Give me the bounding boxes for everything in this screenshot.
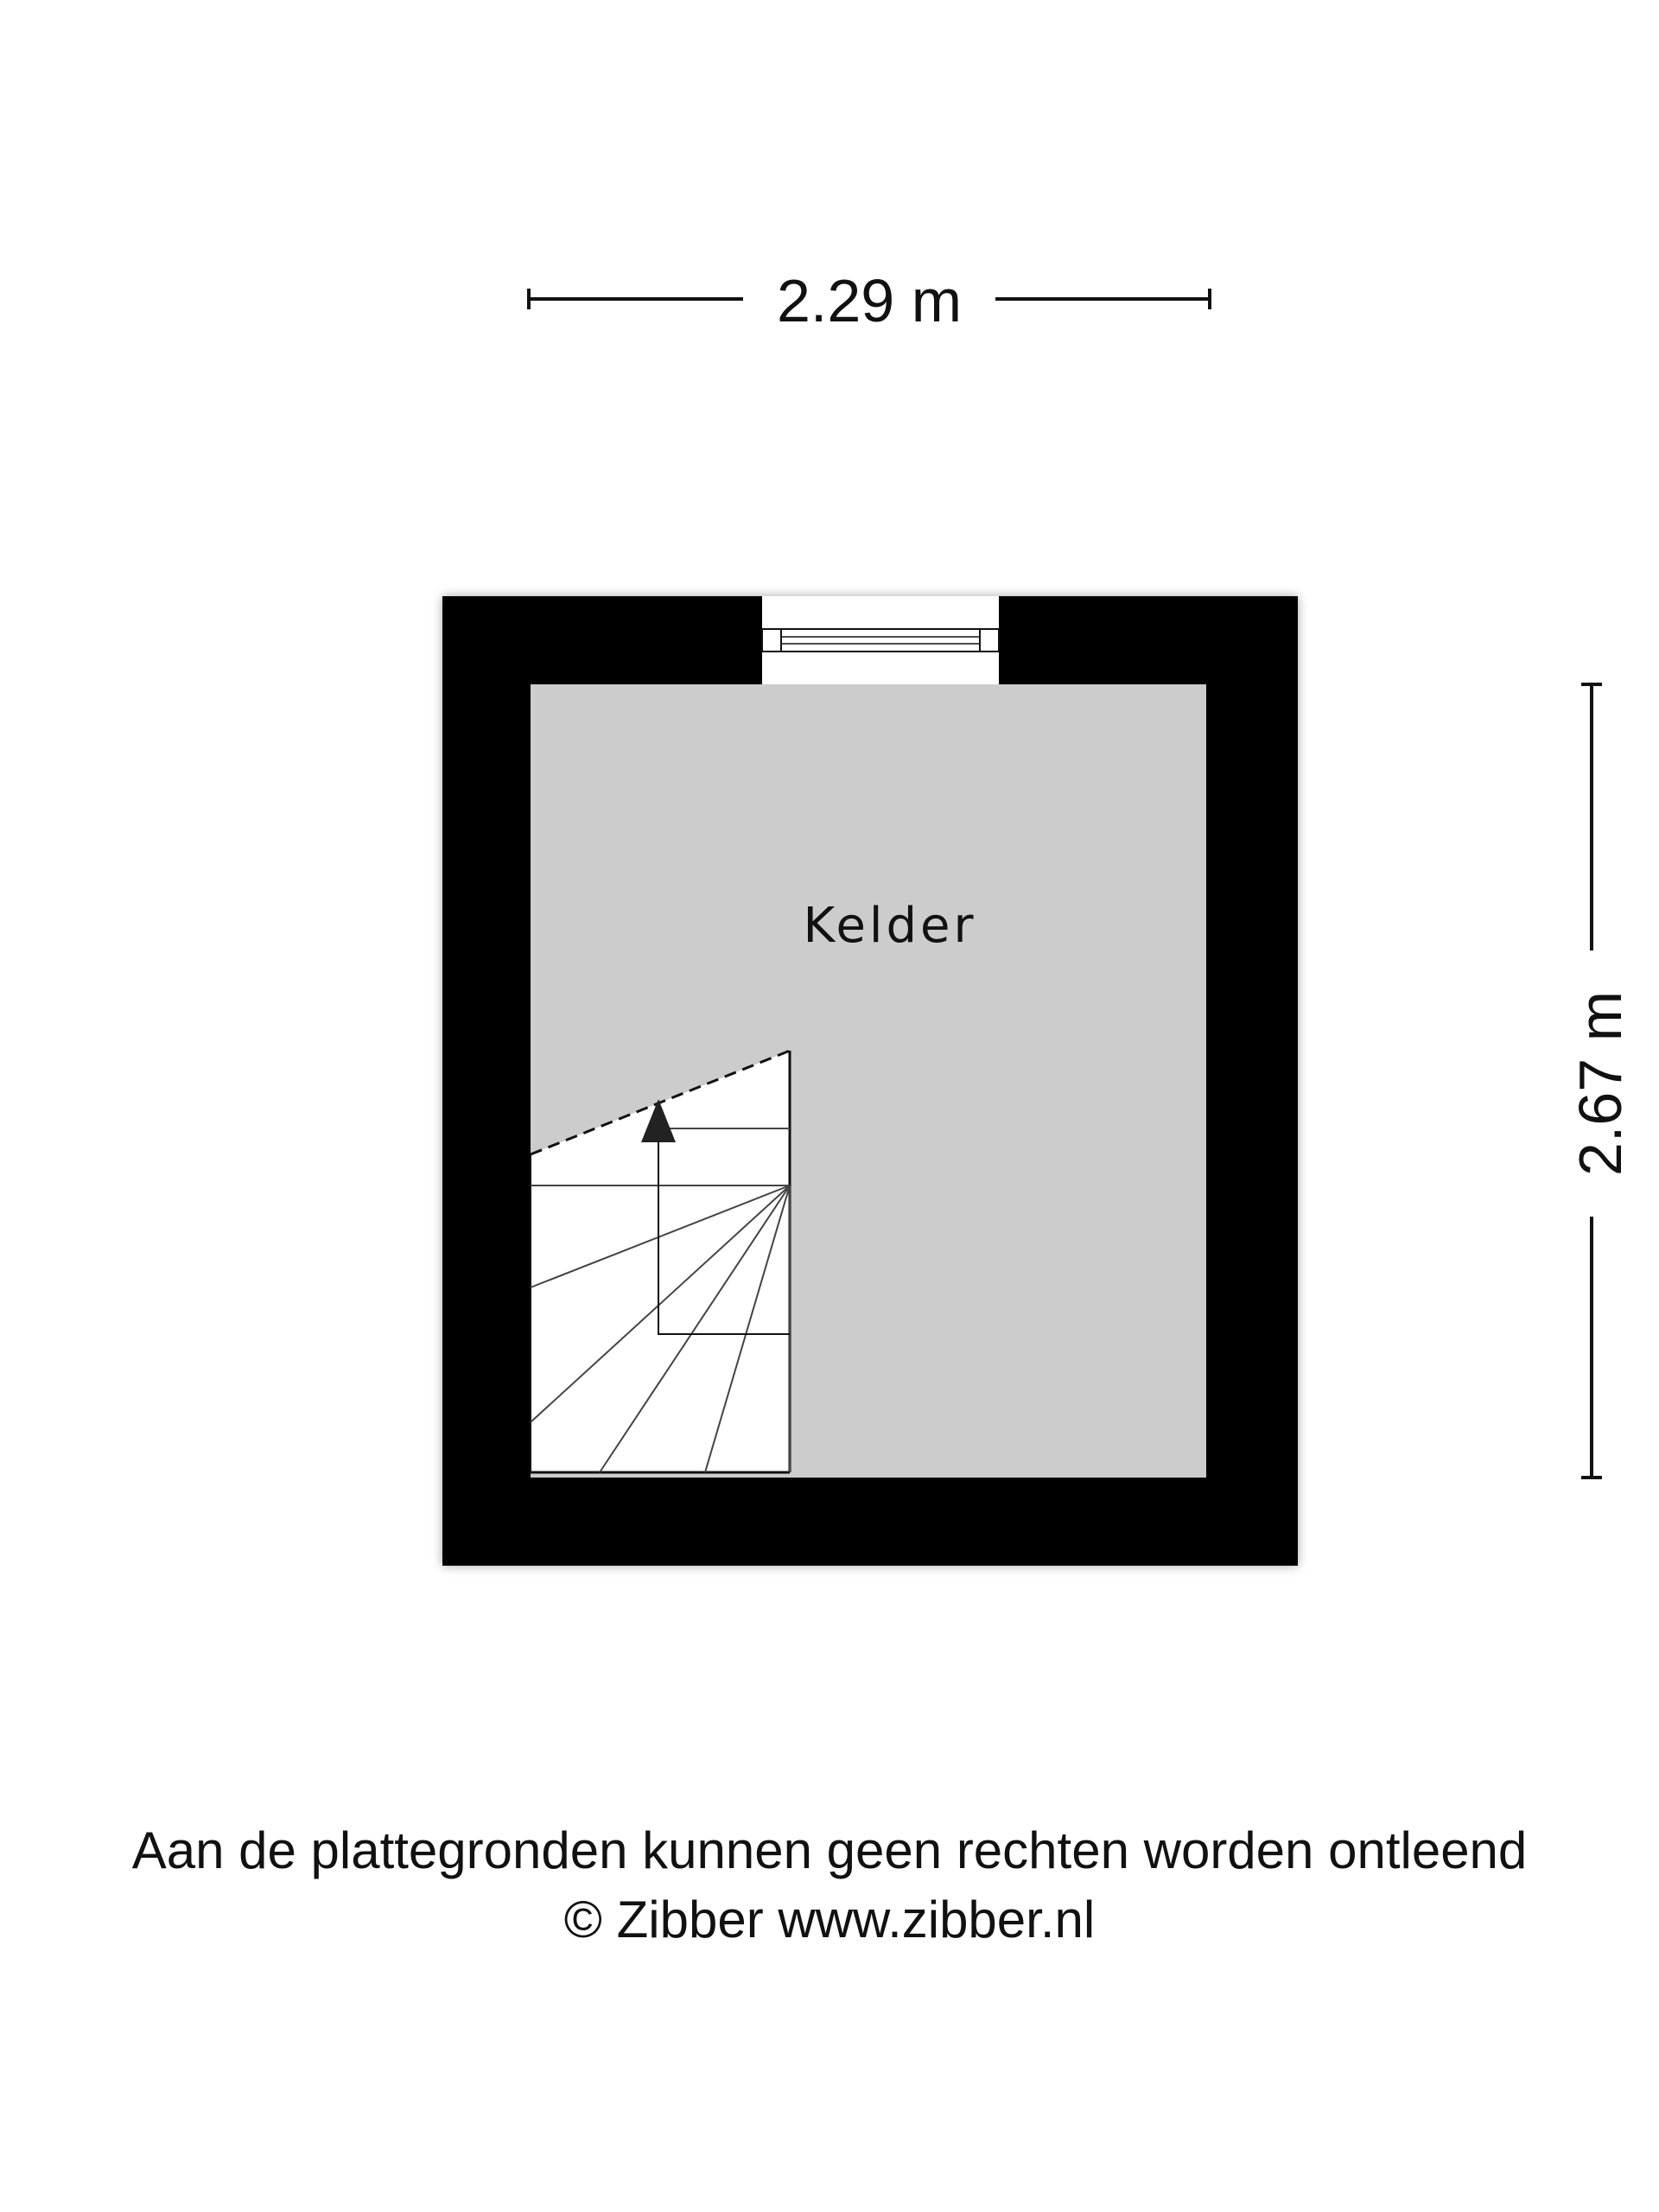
room xyxy=(442,596,1298,1566)
width-dimension-label: 2.29 m xyxy=(777,267,962,334)
depth-dimension xyxy=(1567,684,1634,1478)
depth-dimension-label: 2.67 m xyxy=(1567,991,1634,1176)
copyright-text: © Zibber www.zibber.nl xyxy=(563,1891,1096,1948)
window xyxy=(762,596,999,684)
room-label: Kelder xyxy=(803,898,977,954)
width-dimension xyxy=(529,267,1210,334)
disclaimer-text: Aan de plattegronden kunnen geen rechten worden ontleend xyxy=(131,1821,1528,1879)
